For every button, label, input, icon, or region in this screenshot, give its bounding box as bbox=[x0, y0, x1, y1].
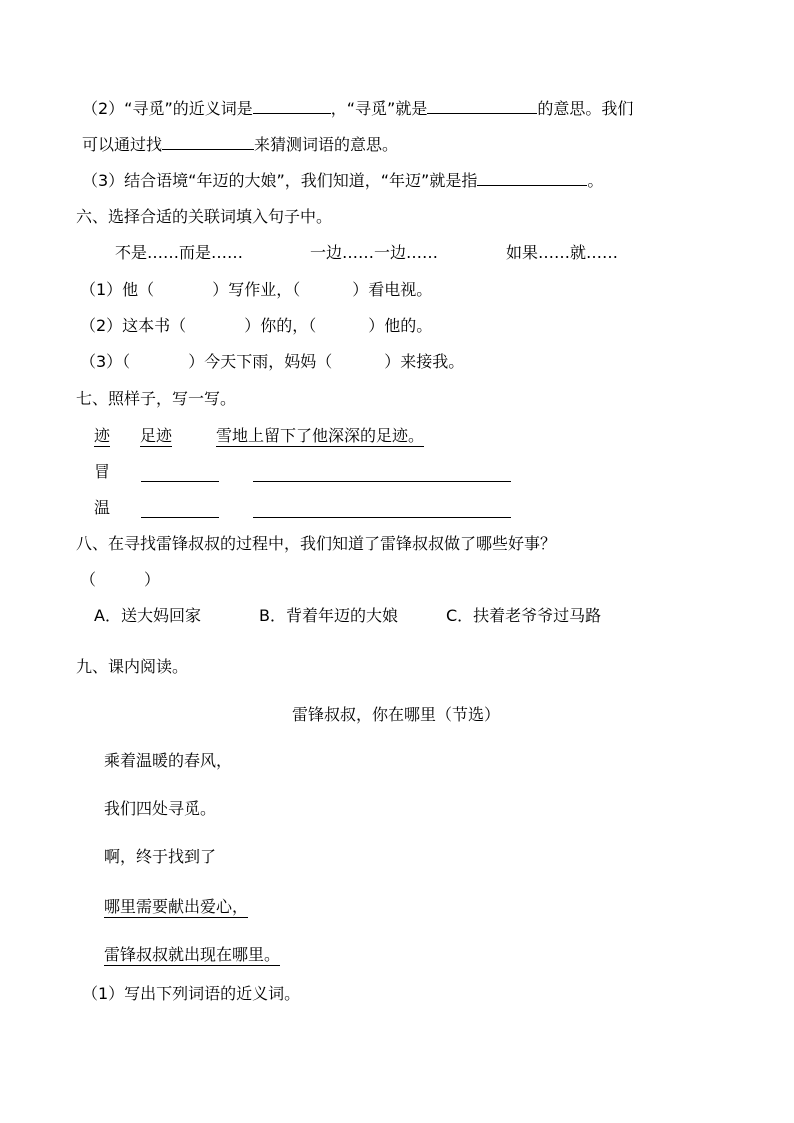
s7-char-1-sentence-blank[interactable] bbox=[253, 481, 511, 482]
s9-passage-line-4: 哪里需要献出爱心， bbox=[104, 897, 249, 916]
s9-heading: 九、课内阅读。 bbox=[76, 657, 189, 676]
s6-option-2: 一边……一边…… bbox=[310, 243, 439, 262]
s7-char-2-word-blank[interactable] bbox=[141, 517, 219, 518]
s7-heading: 七、照样子，写一写。 bbox=[76, 389, 237, 408]
s9-passage-line-2: 我们四处寻觅。 bbox=[104, 799, 217, 818]
s6-option-3: 如果……就…… bbox=[506, 243, 619, 262]
s6-option-1: 不是……而是…… bbox=[115, 243, 244, 262]
s6-q1 bbox=[80, 280, 432, 300]
s8-heading: 八、在寻找雷锋叔叔的过程中，我们知道了雷锋叔叔做了哪些好事？ bbox=[76, 534, 557, 553]
s9-passage-line-3: 啊，终于找到了 bbox=[104, 847, 217, 866]
s8-option-b: B．背着年迈的大娘 bbox=[259, 606, 398, 625]
s5-q2-line1 bbox=[82, 99, 633, 119]
s6-q3-part-2: ）今天下雨，妈妈（ bbox=[188, 352, 333, 371]
s7-char-1-word-blank[interactable] bbox=[141, 481, 219, 482]
s7-char-1: 冒 bbox=[94, 462, 111, 481]
s5-q2-text-c: 的意思。我们 bbox=[537, 99, 634, 118]
s6-q2-part-2: ）你的，（ bbox=[244, 316, 317, 335]
s9-q1: （1）写出下列词语的近义词。 bbox=[82, 984, 301, 1003]
s6-q2-part-3: ）他的。 bbox=[368, 316, 433, 335]
s8-answer-paren[interactable]: （ ） bbox=[80, 570, 161, 589]
s9-passage-title: 雷锋叔叔，你在哪里（节选） bbox=[292, 705, 501, 724]
s5-q3-text-b: 。 bbox=[587, 171, 604, 190]
s5-q2-blank-2[interactable] bbox=[427, 99, 537, 114]
s6-q1-part-1: （1）他（ bbox=[80, 280, 155, 299]
s5-q3-text-a: （3）结合语境“年迈的大娘”，我们知道，“年迈”就是指 bbox=[82, 171, 478, 190]
s5-q3-line bbox=[82, 171, 603, 191]
s5-q2-text-d: 可以通过找 bbox=[82, 135, 163, 154]
s6-heading: 六、选择合适的关联词填入句子中。 bbox=[76, 207, 333, 226]
s5-q2-text-a: （2）“寻觅”的近义词是 bbox=[82, 99, 253, 118]
s9-passage-line-1: 乘着温暖的春风， bbox=[104, 751, 233, 770]
s6-q2-part-1: （2）这本书（ bbox=[80, 316, 187, 335]
s7-char-2: 温 bbox=[94, 498, 111, 517]
s5-q2-text-e: 来猜测词语的意思。 bbox=[254, 135, 399, 154]
s7-example-char: 迹 bbox=[94, 426, 111, 445]
s5-q2-blank-3[interactable] bbox=[162, 135, 254, 150]
s6-q3-part-3: ）来接我。 bbox=[384, 352, 465, 371]
s7-example-sentence: 雪地上留下了他深深的足迹。 bbox=[216, 426, 425, 445]
s9-passage-line-5: 雷锋叔叔就出现在哪里。 bbox=[104, 945, 281, 964]
s6-q1-part-3: ）看电视。 bbox=[352, 280, 433, 299]
s5-q2-line2 bbox=[82, 135, 398, 155]
s7-example-word: 足迹 bbox=[140, 426, 173, 445]
s6-q2 bbox=[80, 316, 432, 336]
s8-option-a: A．送大妈回家 bbox=[94, 606, 201, 625]
s6-q3-part-1: （3）（ bbox=[80, 352, 131, 371]
s5-q3-blank[interactable] bbox=[477, 171, 587, 186]
s5-q2-text-b: ，“寻觅”就是 bbox=[330, 99, 428, 118]
s8-option-c: C．扶着老爷爷过马路 bbox=[446, 606, 602, 625]
s5-q2-blank-1[interactable] bbox=[253, 99, 331, 114]
s7-char-2-sentence-blank[interactable] bbox=[253, 517, 511, 518]
s6-q3 bbox=[80, 352, 464, 372]
s6-q1-part-2: ）写作业，（ bbox=[212, 280, 301, 299]
